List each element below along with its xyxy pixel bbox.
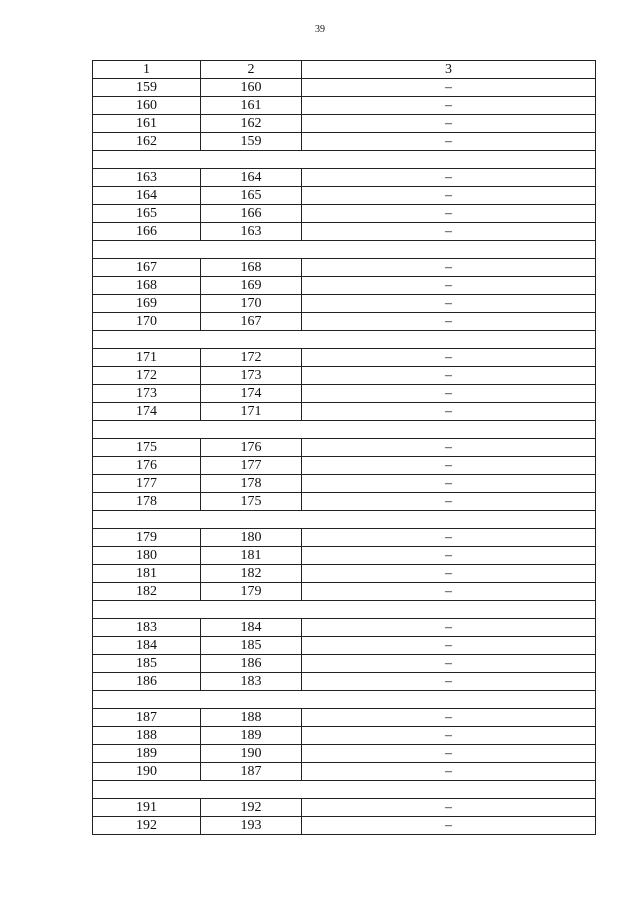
table-cell-col-1: 172 <box>93 367 201 385</box>
separator-cell <box>93 781 596 799</box>
table-cell-col-1: 192 <box>93 817 201 835</box>
table-row <box>93 169 596 187</box>
table-row <box>93 583 596 601</box>
table-cell-col-2: 188 <box>201 709 302 727</box>
table-cell-col-2: 169 <box>201 277 302 295</box>
table-cell-col-1: 184 <box>93 637 201 655</box>
table-row <box>93 763 596 781</box>
table-cell-col-2: 193 <box>201 817 302 835</box>
table-row <box>93 133 596 151</box>
table-cell-col-1: 163 <box>93 169 201 187</box>
table-cell-col-3: – <box>302 493 596 511</box>
table-cell-col-1: 186 <box>93 673 201 691</box>
table-cell-col-1: 175 <box>93 439 201 457</box>
table-cell-col-1: 176 <box>93 457 201 475</box>
table-body <box>93 79 596 835</box>
table-cell-col-2: 173 <box>201 367 302 385</box>
table-row <box>93 223 596 241</box>
table-cell-col-3: – <box>302 223 596 241</box>
table-row <box>93 745 596 763</box>
table-cell-col-3: – <box>302 583 596 601</box>
table-cell-col-3: – <box>302 799 596 817</box>
table-row <box>93 655 596 673</box>
table-cell-col-3: – <box>302 439 596 457</box>
separator-cell <box>93 331 596 349</box>
table-cell-col-3: – <box>302 727 596 745</box>
table-row <box>93 313 596 331</box>
column-header-1: 1 <box>93 61 201 79</box>
table-row <box>93 637 596 655</box>
table-row <box>93 493 596 511</box>
table-cell-col-1: 171 <box>93 349 201 367</box>
table-cell-col-3: – <box>302 367 596 385</box>
separator-cell <box>93 151 596 169</box>
table-cell-col-3: – <box>302 259 596 277</box>
table-cell-col-3: – <box>302 637 596 655</box>
table-cell-col-1: 168 <box>93 277 201 295</box>
table-cell-col-2: 180 <box>201 529 302 547</box>
table-cell-col-2: 162 <box>201 115 302 133</box>
table-cell-col-1: 190 <box>93 763 201 781</box>
table-cell-col-1: 160 <box>93 97 201 115</box>
table-cell-col-2: 175 <box>201 493 302 511</box>
table-cell-col-2: 167 <box>201 313 302 331</box>
table-cell-col-3: – <box>302 403 596 421</box>
table-cell-col-1: 188 <box>93 727 201 745</box>
table-row <box>93 385 596 403</box>
separator-cell <box>93 241 596 259</box>
table-cell-col-2: 192 <box>201 799 302 817</box>
table-cell-col-1: 166 <box>93 223 201 241</box>
table-cell-col-2: 171 <box>201 403 302 421</box>
table-cell-col-2: 176 <box>201 439 302 457</box>
group-separator-row <box>93 781 596 799</box>
table-cell-col-3: – <box>302 565 596 583</box>
table-cell-col-1: 170 <box>93 313 201 331</box>
table-cell-col-2: 187 <box>201 763 302 781</box>
table-cell-col-2: 168 <box>201 259 302 277</box>
table-cell-col-3: – <box>302 313 596 331</box>
separator-cell <box>93 511 596 529</box>
table-cell-col-3: – <box>302 817 596 835</box>
table-cell-col-3: – <box>302 763 596 781</box>
table-cell-col-1: 185 <box>93 655 201 673</box>
table-cell-col-3: – <box>302 475 596 493</box>
table-cell-col-2: 181 <box>201 547 302 565</box>
group-separator-row <box>93 331 596 349</box>
table-cell-col-2: 160 <box>201 79 302 97</box>
table-cell-col-3: – <box>302 205 596 223</box>
group-separator-row <box>93 151 596 169</box>
table-row <box>93 295 596 313</box>
table-cell-col-3: – <box>302 619 596 637</box>
table-cell-col-1: 162 <box>93 133 201 151</box>
table-row <box>93 367 596 385</box>
table-row <box>93 673 596 691</box>
table-cell-col-2: 170 <box>201 295 302 313</box>
table-cell-col-1: 173 <box>93 385 201 403</box>
table-cell-col-2: 178 <box>201 475 302 493</box>
table-cell-col-2: 174 <box>201 385 302 403</box>
table-row <box>93 817 596 835</box>
table-cell-col-2: 183 <box>201 673 302 691</box>
table-cell-col-3: – <box>302 295 596 313</box>
table-cell-col-2: 166 <box>201 205 302 223</box>
table-cell-col-2: 172 <box>201 349 302 367</box>
table-cell-col-3: – <box>302 97 596 115</box>
table-cell-col-2: 159 <box>201 133 302 151</box>
column-header-2: 2 <box>201 61 302 79</box>
table-cell-col-1: 161 <box>93 115 201 133</box>
table-cell-col-3: – <box>302 133 596 151</box>
table-row <box>93 457 596 475</box>
table-row <box>93 79 596 97</box>
table-cell-col-3: – <box>302 187 596 205</box>
table-row <box>93 529 596 547</box>
table-row <box>93 115 596 133</box>
table-cell-col-3: – <box>302 529 596 547</box>
data-table <box>92 60 596 835</box>
table-cell-col-2: 163 <box>201 223 302 241</box>
table-cell-col-2: 190 <box>201 745 302 763</box>
separator-cell <box>93 691 596 709</box>
table-cell-col-1: 165 <box>93 205 201 223</box>
table-cell-col-1: 179 <box>93 529 201 547</box>
table-cell-col-1: 182 <box>93 583 201 601</box>
table-cell-col-2: 185 <box>201 637 302 655</box>
separator-cell <box>93 601 596 619</box>
table-cell-col-1: 180 <box>93 547 201 565</box>
page-number: 39 <box>315 24 325 35</box>
table-cell-col-3: – <box>302 385 596 403</box>
table-cell-col-3: – <box>302 709 596 727</box>
table-row <box>93 349 596 367</box>
table-row <box>93 97 596 115</box>
table-cell-col-2: 164 <box>201 169 302 187</box>
table-cell-col-2: 161 <box>201 97 302 115</box>
table-cell-col-2: 177 <box>201 457 302 475</box>
table-row <box>93 565 596 583</box>
table-cell-col-3: – <box>302 79 596 97</box>
table-row <box>93 727 596 745</box>
table-cell-col-1: 189 <box>93 745 201 763</box>
group-separator-row <box>93 421 596 439</box>
table-header-row <box>93 61 596 79</box>
table-cell-col-1: 191 <box>93 799 201 817</box>
table-cell-col-3: – <box>302 457 596 475</box>
column-header-3: 3 <box>302 61 596 79</box>
table-cell-col-2: 184 <box>201 619 302 637</box>
table-cell-col-3: – <box>302 673 596 691</box>
table-cell-col-2: 182 <box>201 565 302 583</box>
table-cell-col-3: – <box>302 169 596 187</box>
group-separator-row <box>93 511 596 529</box>
table-cell-col-1: 183 <box>93 619 201 637</box>
table-row <box>93 709 596 727</box>
table-cell-col-3: – <box>302 655 596 673</box>
table-cell-col-2: 186 <box>201 655 302 673</box>
table-cell-col-1: 187 <box>93 709 201 727</box>
table-cell-col-1: 164 <box>93 187 201 205</box>
separator-cell <box>93 421 596 439</box>
table-cell-col-1: 169 <box>93 295 201 313</box>
table-cell-col-3: – <box>302 547 596 565</box>
table-row <box>93 439 596 457</box>
group-separator-row <box>93 241 596 259</box>
table-cell-col-1: 159 <box>93 79 201 97</box>
group-separator-row <box>93 601 596 619</box>
table-row <box>93 403 596 421</box>
table-cell-col-2: 189 <box>201 727 302 745</box>
table-row <box>93 187 596 205</box>
table-cell-col-3: – <box>302 115 596 133</box>
group-separator-row <box>93 691 596 709</box>
table-cell-col-3: – <box>302 745 596 763</box>
table-cell-col-3: – <box>302 349 596 367</box>
table-cell-col-2: 179 <box>201 583 302 601</box>
table-row <box>93 259 596 277</box>
table-cell-col-2: 165 <box>201 187 302 205</box>
table-row <box>93 799 596 817</box>
table-cell-col-1: 178 <box>93 493 201 511</box>
table-row <box>93 547 596 565</box>
table-row <box>93 475 596 493</box>
table-cell-col-1: 167 <box>93 259 201 277</box>
table-row <box>93 205 596 223</box>
table-cell-col-1: 177 <box>93 475 201 493</box>
table-row <box>93 619 596 637</box>
table-row <box>93 277 596 295</box>
table-cell-col-3: – <box>302 277 596 295</box>
table-cell-col-1: 174 <box>93 403 201 421</box>
table-cell-col-1: 181 <box>93 565 201 583</box>
